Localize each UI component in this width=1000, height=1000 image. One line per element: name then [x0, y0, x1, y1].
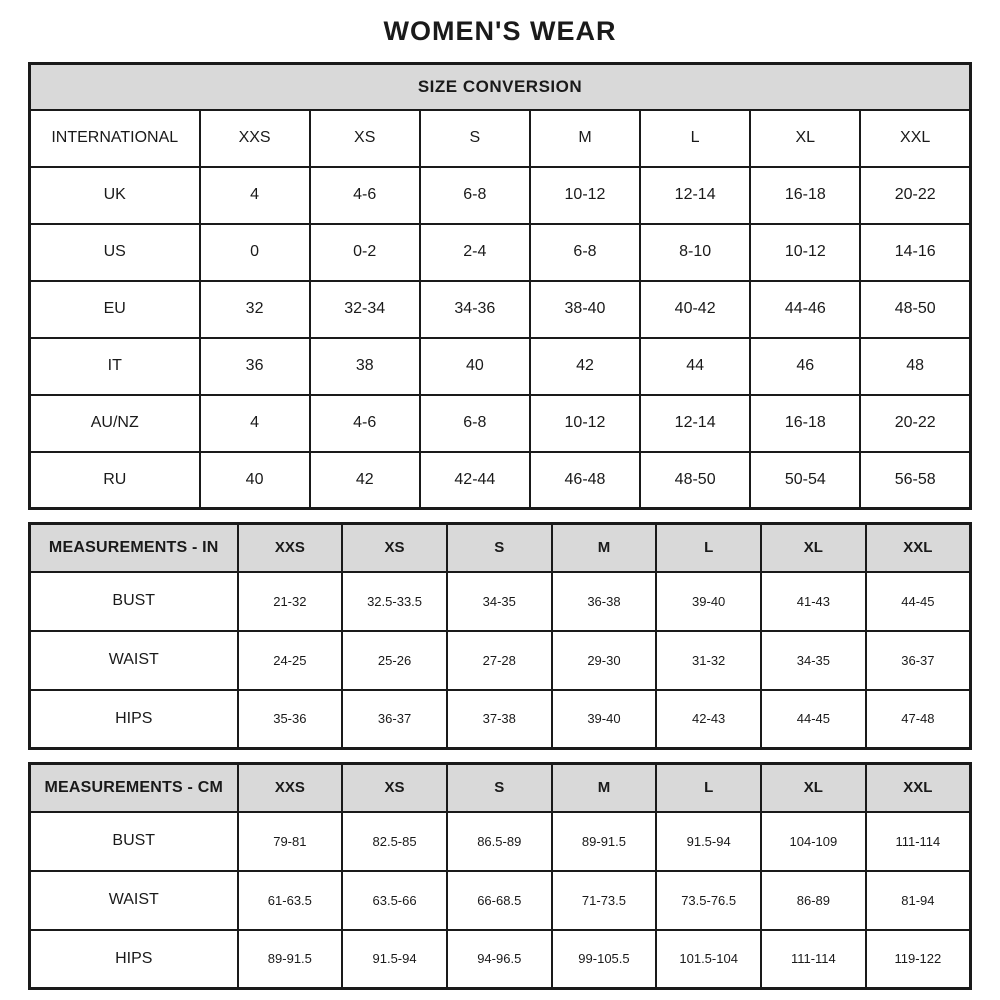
size-value: 4 [200, 167, 310, 224]
measurement-value: 39-40 [656, 572, 761, 631]
size-column-header: XS [342, 764, 447, 812]
size-value: 12-14 [640, 167, 750, 224]
size-value: 0 [200, 224, 310, 281]
measurement-value: 101.5-104 [656, 930, 761, 989]
size-value: 48 [860, 338, 970, 395]
measurement-value: 99-105.5 [552, 930, 657, 989]
measurements-cm-body [30, 812, 971, 989]
measurement-value: 37-38 [447, 690, 552, 749]
measurement-value: 63.5-66 [342, 871, 447, 930]
size-column-header: M [552, 524, 657, 572]
measurement-value: 34-35 [447, 572, 552, 631]
measurement-row [30, 812, 971, 871]
measurement-value: 66-68.5 [447, 871, 552, 930]
measurement-value: 24-25 [238, 631, 343, 690]
measurement-row [30, 572, 971, 631]
measurements-in-body [30, 572, 971, 749]
size-value: 4-6 [310, 167, 420, 224]
size-value: 50-54 [750, 452, 860, 509]
measurement-value: 91.5-94 [656, 812, 761, 871]
region-label: EU [30, 281, 200, 338]
size-value: 10-12 [750, 224, 860, 281]
size-value: 38-40 [530, 281, 640, 338]
size-value: 6-8 [530, 224, 640, 281]
region-label: UK [30, 167, 200, 224]
size-column-header: XL [761, 764, 866, 812]
measurement-value: 111-114 [761, 930, 866, 989]
measurement-value: 31-32 [656, 631, 761, 690]
size-value: 44 [640, 338, 750, 395]
measurement-label: BUST [30, 812, 238, 871]
size-conversion-row [30, 338, 971, 395]
size-value: 36 [200, 338, 310, 395]
measurement-value: 79-81 [238, 812, 343, 871]
page-title: WOMEN'S WEAR [383, 16, 617, 46]
size-column-header: L [656, 764, 761, 812]
measurement-value: 39-40 [552, 690, 657, 749]
measurement-row [30, 690, 971, 749]
size-conversion-row [30, 167, 971, 224]
size-column-header: XL [761, 524, 866, 572]
size-value: 46-48 [530, 452, 640, 509]
measurement-value: 35-36 [238, 690, 343, 749]
measurement-value: 86.5-89 [447, 812, 552, 871]
measurement-value: 36-37 [342, 690, 447, 749]
measurements-in-head-row [30, 524, 971, 572]
measurement-value: 111-114 [866, 812, 971, 871]
measurement-value: 81-94 [866, 871, 971, 930]
size-conversion-body [30, 110, 971, 509]
measurement-value: 86-89 [761, 871, 866, 930]
size-column-header: M [552, 764, 657, 812]
size-conversion-row [30, 281, 971, 338]
size-value: XXS [200, 110, 310, 167]
region-label: INTERNATIONAL [30, 110, 200, 167]
measurement-value: 36-38 [552, 572, 657, 631]
measurements-in-head [30, 524, 971, 572]
measurement-value: 27-28 [447, 631, 552, 690]
region-label: AU/NZ [30, 395, 200, 452]
measurement-value: 89-91.5 [238, 930, 343, 989]
size-value: XS [310, 110, 420, 167]
region-label: RU [30, 452, 200, 509]
measurement-value: 42-43 [656, 690, 761, 749]
size-column-header: XXS [238, 764, 343, 812]
size-value: 10-12 [530, 167, 640, 224]
measurement-value: 91.5-94 [342, 930, 447, 989]
measurement-value: 119-122 [866, 930, 971, 989]
size-value: 48-50 [860, 281, 970, 338]
measurement-row [30, 631, 971, 690]
size-value: 16-18 [750, 167, 860, 224]
measurements-in-table [28, 522, 972, 750]
size-value: 44-46 [750, 281, 860, 338]
measurement-value: 29-30 [552, 631, 657, 690]
measurement-value: 34-35 [761, 631, 866, 690]
measurement-label: HIPS [30, 690, 238, 749]
size-column-header: XXL [866, 524, 971, 572]
size-value: 38 [310, 338, 420, 395]
measurement-value: 36-37 [866, 631, 971, 690]
measurement-label: BUST [30, 572, 238, 631]
size-value: 16-18 [750, 395, 860, 452]
size-conversion-title: SIZE CONVERSION [30, 64, 971, 110]
size-column-header: XXS [238, 524, 343, 572]
size-value: 2-4 [420, 224, 530, 281]
size-value: 32-34 [310, 281, 420, 338]
size-conversion-row [30, 452, 971, 509]
measurement-value: 21-32 [238, 572, 343, 631]
measurement-value: 82.5-85 [342, 812, 447, 871]
size-value: 6-8 [420, 395, 530, 452]
size-value: 34-36 [420, 281, 530, 338]
region-label: US [30, 224, 200, 281]
size-value: 42 [530, 338, 640, 395]
measurement-value: 73.5-76.5 [656, 871, 761, 930]
measurement-value: 61-63.5 [238, 871, 343, 930]
size-value: 20-22 [860, 167, 970, 224]
size-value: 10-12 [530, 395, 640, 452]
size-value: 8-10 [640, 224, 750, 281]
size-value: 46 [750, 338, 860, 395]
size-column-header: XS [342, 524, 447, 572]
size-conversion-row [30, 395, 971, 452]
measurement-row [30, 871, 971, 930]
size-value: 0-2 [310, 224, 420, 281]
region-label: IT [30, 338, 200, 395]
size-value: 42-44 [420, 452, 530, 509]
size-column-header: XXL [866, 764, 971, 812]
size-guide-page [28, 16, 972, 990]
measurement-value: 89-91.5 [552, 812, 657, 871]
measurement-value: 47-48 [866, 690, 971, 749]
measurement-label: WAIST [30, 631, 238, 690]
measurements-cm-table [28, 762, 972, 990]
size-value: 4-6 [310, 395, 420, 452]
measurement-value: 41-43 [761, 572, 866, 631]
measurements-cm-title: MEASUREMENTS - CM [30, 764, 238, 812]
measurement-value: 25-26 [342, 631, 447, 690]
measurement-value: 71-73.5 [552, 871, 657, 930]
size-conversion-row [30, 110, 971, 167]
size-conversion-table [28, 62, 972, 510]
size-value: 20-22 [860, 395, 970, 452]
measurements-cm-head-row [30, 764, 971, 812]
size-value: XL [750, 110, 860, 167]
size-value: M [530, 110, 640, 167]
size-value: XXL [860, 110, 970, 167]
size-value: S [420, 110, 530, 167]
size-column-header: S [447, 764, 552, 812]
size-value: 6-8 [420, 167, 530, 224]
measurement-row [30, 930, 971, 989]
measurement-value: 44-45 [866, 572, 971, 631]
measurement-label: WAIST [30, 871, 238, 930]
size-value: 40 [420, 338, 530, 395]
measurement-value: 44-45 [761, 690, 866, 749]
size-value: 14-16 [860, 224, 970, 281]
size-value: 12-14 [640, 395, 750, 452]
size-conversion-row [30, 224, 971, 281]
size-value: 40-42 [640, 281, 750, 338]
size-conversion-title-row [30, 64, 971, 110]
size-value: 4 [200, 395, 310, 452]
measurement-value: 94-96.5 [447, 930, 552, 989]
size-value: L [640, 110, 750, 167]
measurement-value: 32.5-33.5 [342, 572, 447, 631]
measurements-in-title: MEASUREMENTS - IN [30, 524, 238, 572]
size-value: 48-50 [640, 452, 750, 509]
size-conversion-head [30, 64, 971, 110]
size-column-header: L [656, 524, 761, 572]
size-value: 40 [200, 452, 310, 509]
measurements-cm-head [30, 764, 971, 812]
size-value: 42 [310, 452, 420, 509]
size-column-header: S [447, 524, 552, 572]
measurement-label: HIPS [30, 930, 238, 989]
size-value: 32 [200, 281, 310, 338]
size-value: 56-58 [860, 452, 970, 509]
measurement-value: 104-109 [761, 812, 866, 871]
